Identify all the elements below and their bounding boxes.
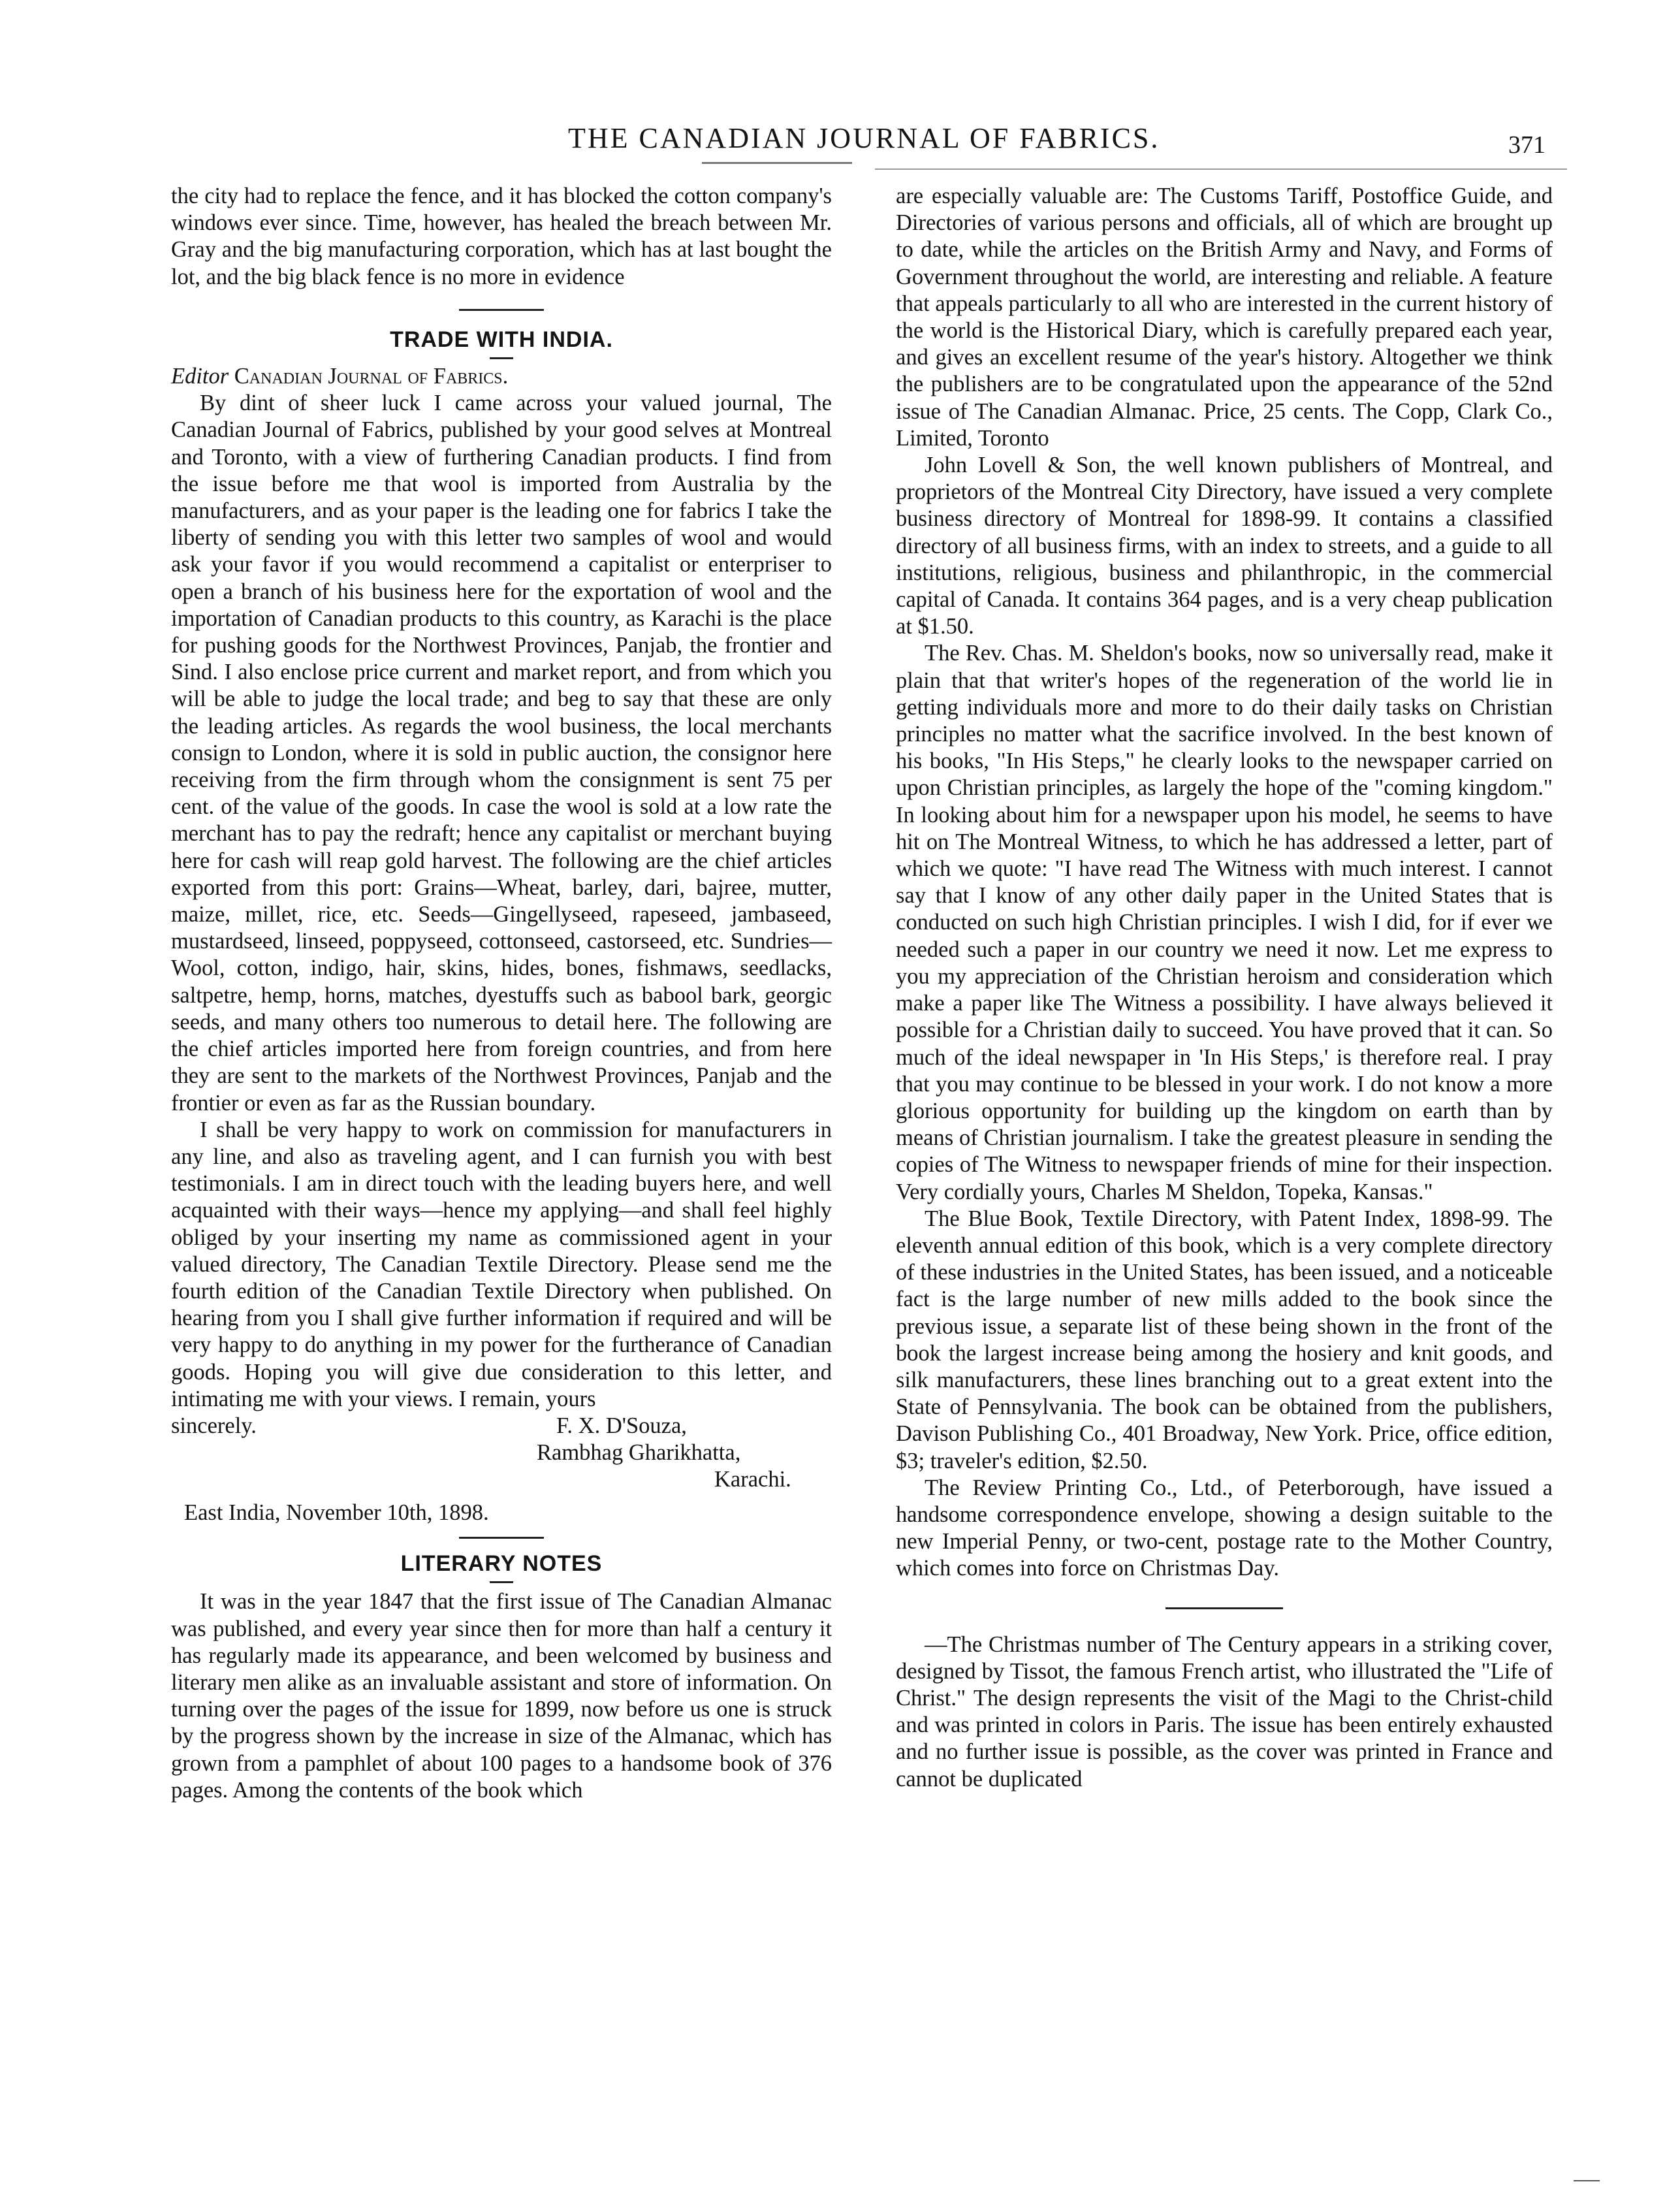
notice-lovell: John Lovell & Son, the well known publishers of Montreal, and proprietors of the Montreal City Directory, have issued a very complete business directory of Montreal for 1898-99. It contains a classified directory of all business firms, with an index to streets, and a guide to all institutions, religious, business and philanthropic, in the commercial capital of Canada. It contains 364 pages, and is a very cheap publication at $1.50.: [896, 453, 1553, 639]
page-corner-mark: [1574, 2180, 1600, 2181]
literary-paragraph: It was in the year 1847 that the first issue of The Canadian Almanac was published, and every year since then for more than half a century it has regularly made its appearance, and been welcomed by business and literary men alike as an invaluable assistant and store of information. On turning over the pages of the issue for 1899, now before us one is struck by the progress shown by the increase in size of the Almanac, which has grown from a pamphlet of about 100 pages to a handsome book of 376 pages. Among the contents of the book which: [171, 1589, 832, 1803]
notice-review-printing: The Review Printing Co., Ltd., of Peterborough, have issued a handsome correspondence envelope, showing a design suitable to the new Imperial Penny, or two-cent, postage rate to the Mother Country, which comes into force on Christmas Day.: [896, 1475, 1553, 1581]
salutation-name: Canadian Journal of Fabrics.: [234, 364, 509, 389]
notice-century: —The Christmas number of The Century appears in a striking cover, designed by Tissot, the famous French artist, who illustrated the "Life of Christ." The design represents the visit of the Magi to the Christ-child and was printed in colors in Paris. The issue has been entirely exhausted and no further issue is possible, as the cover was printed in France and cannot be duplicated: [896, 1631, 1553, 1791]
signer-city: Karachi.: [714, 1466, 791, 1492]
right-column: [896, 183, 1553, 1793]
section-heading-trade-with-india: TRADE WITH INDIA.: [390, 327, 613, 352]
signature-line: [171, 1466, 832, 1493]
signer-address: Rambhag Gharikhatta,: [537, 1439, 741, 1465]
header-rule-speck: [875, 169, 1567, 170]
left-column: [171, 183, 832, 1804]
section-divider: [459, 1537, 544, 1539]
heading-underline: [490, 357, 513, 359]
letter-dateline: East India, November 10th, 1898.: [184, 1500, 489, 1525]
heading-underline: [490, 1581, 513, 1583]
letter-paragraph: By dint of sheer luck I came across your valued journal, The Canadian Journal of Fabrics, published by your good selves at Montreal and Toronto, with a view of furthering Canadian products. I find from the issue before me that wool is imported from Australia by the manufacturers, and as your paper is the leading one for fabrics I take the liberty of sending you with this letter two samples of wool and would ask your favor if you would recommend a capitalist or enterpriser to open a branch of his business here for the exportation of wool and the importation of Canadian products to this country, as Karachi is the place for pushing goods for the Northwest Provinces, Panjab, the frontier and Sind. I also enclose price current and market report, and from which you will be able to judge the local trade; and beg to say that these are only the leading articles. As regards the wool business, the local merchants consign to London, where it is sold in public auction, the consignor here receiving from the firm through whom the consignment is sent 75 per cent. of the value of the goods. In case the wool is sold at a low rate the merchant has to pay the redraft; hence any capitalist or merchant buying here for cash will reap gold harvest. The following are the chief articles exported from this port: Grains—Wheat, barley, dari, bajree, mutter, maize, millet, rice, etc. Seeds—Gingellyseed, rapeseed, jambaseed, mustardseed, linseed, poppyseed, cottonseed, castorseed, etc. Sundries—Wool, cotton, indigo, hair, skins, hides, bones, fishmaws, seedlacks, saltpetre, hemp, horns, matches, dyestuffs such as babool bark, georgic seeds, and many others too numerous to detail here. The following are the chief articles imported here from foreign countries, and from here they are sent to the markets of the Northwest Provinces, Panjab and the frontier or even as far as the Russian boundary.: [171, 391, 832, 1116]
letter-paragraph: I shall be very happy to work on commission for manufacturers in any line, and also as traveling agent, and I can furnish you with best testimonials. I am in direct touch with the leading buyers here, and well acquainted with their ways—hence my applying—and shall feel highly obliged by your inserting my name as commissioned agent in your valued directory, The Canadian Textile Directory. Please send me the fourth edition of the Canadian Textile Directory when published. On hearing from you I shall give further information if required and will be very happy to do anything in my power for the furtherance of Canadian goods. Hoping you will give due consideration to this letter, and intimating me with your views. I remain, yours: [171, 1117, 832, 1411]
signature-line: [171, 1413, 832, 1439]
salutation-prefix: Editor: [171, 364, 229, 389]
section-heading-literary-notes: LITERARY NOTES: [400, 1551, 603, 1577]
notice-blue-book: The Blue Book, Textile Directory, with Patent Index, 1898-99. The eleventh annual edition of this book, which is a very complete directory of these industries in the United States, has been issued, and a noticeable fact is the large number of new mills added to the book since the previous issue, a separate list of these being shown in the front of the book the largest increase being among the hosiery and knit goods, and silk manufacturers, these lines branching out to a great extent into the State of Pennsylvania. The book can be obtained from the publishers, Davison Publishing Co., 401 Broadway, New York. Price, office edition, $3; traveler's edition, $2.50.: [896, 1206, 1553, 1473]
section-divider: [459, 309, 544, 311]
section-divider: [1165, 1607, 1283, 1609]
letter-closing: sincerely.: [171, 1413, 257, 1438]
header-rule-speck: [702, 162, 852, 164]
notice-sheldon: The Rev. Chas. M. Sheldon's books, now so universally read, make it plain that that writer's hopes of the regeneration of the world lie in getting individuals more and more to do their daily tasks on Christian principles no matter what the sacrifice involved. In the best known of his books, "In His Steps," he clearly looks to the newspaper carried on upon Christian principles, as largely the hope of the "coming kingdom." In looking about him for a newspaper upon his model, he seems to have hit on The Montreal Witness, to which he has addressed a letter, part of which we quote: "I have read The Witness with much interest. I cannot say that I know of any other daily paper in the United States that is conducted on such high Christian principles. I wish I did, for if ever we needed such a paper in our country we need it now. Let me express to you my appreciation of the Christian heroism and consideration which make a paper like The Witness a possibility. I have always believed it possible for a Christian daily to succeed. You have proved that it can. So much of the ideal newspaper in 'In His Steps,' is therefore real. I pray that you may continue to be blessed in your work. I do not know a more glorious opportunity for building up the kingdom on earth than by means of Christian journalism. I take the greatest pleasure in sending the copies of The Witness to newspaper friends of mine for their inspection. Very cordially yours, Charles M Sheldon, Topeka, Kansas.": [896, 641, 1553, 1204]
letter-salutation: [171, 363, 832, 390]
continued-paragraph: the city had to replace the fence, and it has blocked the cotton company's windows ever since. Time, however, has healed the breach between Mr. Gray and the big manufacturing corporation, which has at last bought the lot, and the big black fence is no more in evidence: [171, 184, 832, 289]
continued-paragraph: are especially valuable are: The Customs Tariff, Postoffice Guide, and Directories of various persons and officials, all of which are brought up to date, while the articles on the British Army and Navy, and Forms of Government throughout the world, are interesting and reliable. A feature that appeals particularly to all who are interested in the current history of the world is the Historical Diary, which is carefully prepared each year, and gives an excellent resume of the year's history. Altogether we think the publishers are to be congratulated upon the appearance of the 52nd issue of The Canadian Almanac. Price, 25 cents. The Copp, Clark Co., Limited, Toronto: [896, 184, 1553, 451]
running-title: THE CANADIAN JOURNAL OF FABRICS.: [568, 122, 1160, 154]
page-number: 371: [1508, 131, 1545, 159]
signature-line: [171, 1439, 832, 1466]
signer-name: F. X. D'Souza,: [556, 1413, 687, 1438]
